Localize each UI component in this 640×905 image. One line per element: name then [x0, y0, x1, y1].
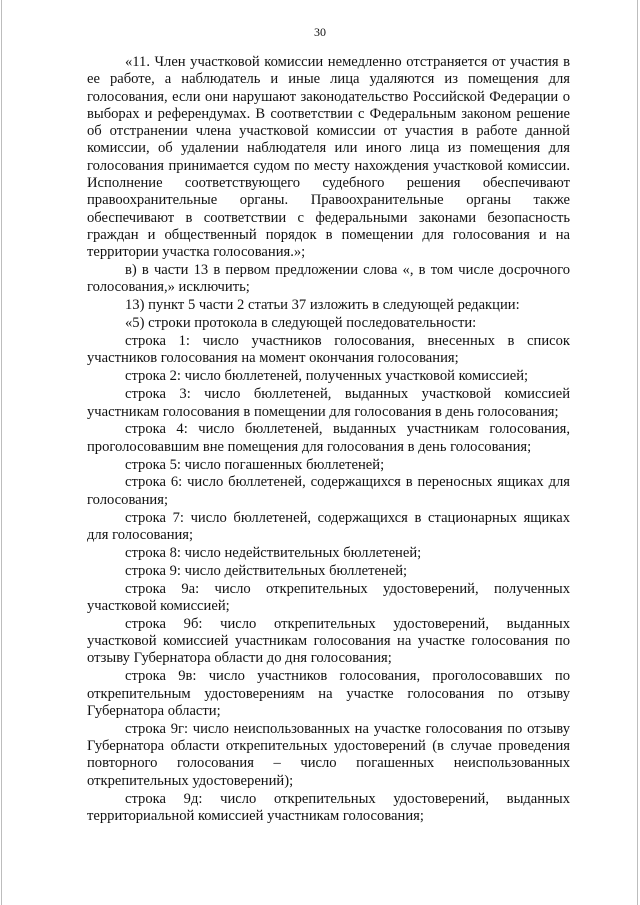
paragraph-clause-11: «11. Член участковой комиссии немедленно отстраняется от участия в ее работе, а наблюдатель и иные лица удаляются из помещения для голосования, если они нарушают законодательство Российской Федерации о выборах и референдумах. В соответствии с Федеральным законом решение об отстранении члена участковой комиссии от участия в работе данной комиссии, об удалении наблюдателя или иного лица из помещения для голосования принимается судом по месту нахождения участковой комиссии. Исполнение соответствующего судебного решения обеспечивают правоохранительные органы. Правоохранительные органы также обеспечивают в соответствии с федеральными законами безопасность граждан и общественный порядок в помещении для голосования и на территории участка голосования.»; [87, 54, 570, 261]
paragraph-line-9g: строка 9г: число неиспользованных на участке голосования по отзыву Губернатора области открепительных удостоверений (в случае проведения повторного голосования – число погашенных неиспользованных открепительных удостоверений); [87, 720, 570, 789]
paragraph-protocol-lines-intro: «5) строки протокола в следующей последовательности: [125, 315, 477, 332]
paragraph-line-8: строка 8: число недействительных бюллетеней; [125, 544, 422, 561]
paragraph-line-9d: строка 9д: число открепительных удостоверений, выданных территориальной комиссией участникам голосования; [87, 790, 570, 824]
document-body [87, 54, 570, 826]
page-number: 30 [314, 25, 326, 39]
paragraph-line-6: строка 6: число бюллетеней, содержащихся в переносных ящиках для голосования; [87, 474, 570, 508]
paragraph-item-13: 13) пункт 5 части 2 статьи 37 изложить в следующей редакции: [125, 297, 520, 314]
paragraph-line-9b: строка 9б: число открепительных удостоверений, выданных участковой комиссией участникам голосования на участке голосования по отзыву Губернатора области до дня голосования; [87, 615, 570, 667]
paragraph-line-7: строка 7: число бюллетеней, содержащихся в стационарных ящиках для голосования; [87, 509, 570, 543]
paragraph-line-2: строка 2: число бюллетеней, полученных участковой комиссией; [125, 368, 529, 385]
scan-edge-left [1, 0, 2, 905]
paragraph-line-4: строка 4: число бюллетеней, выданных участникам голосования, проголосовавшим вне помещения для голосования в день голосования; [87, 421, 570, 455]
paragraph-line-3: строка 3: число бюллетеней, выданных участковой комиссией участникам голосования в помещении для голосования в день голосования; [87, 386, 570, 420]
paragraph-line-5: строка 5: число погашенных бюллетеней; [125, 456, 385, 473]
paragraph-line-9v: строка 9в: число участников голосования, проголосовавших по открепительным удостоверениям на участке голосования по отзыву Губернатора области; [87, 668, 570, 719]
paragraph-line-9: строка 9: число действительных бюллетеней; [125, 562, 408, 579]
paragraph-line-9a: строка 9а: число открепительных удостоверений, полученных участковой комиссией; [87, 580, 570, 614]
paragraph-line-1: строка 1: число участников голосования, внесенных в список участников голосования на момент окончания голосования; [87, 333, 570, 367]
paragraph-part-13-amendment: в) в части 13 в первом предложении слова «, в том числе досрочного голосования,» исключить; [87, 262, 570, 296]
scan-edge-right [637, 0, 638, 905]
